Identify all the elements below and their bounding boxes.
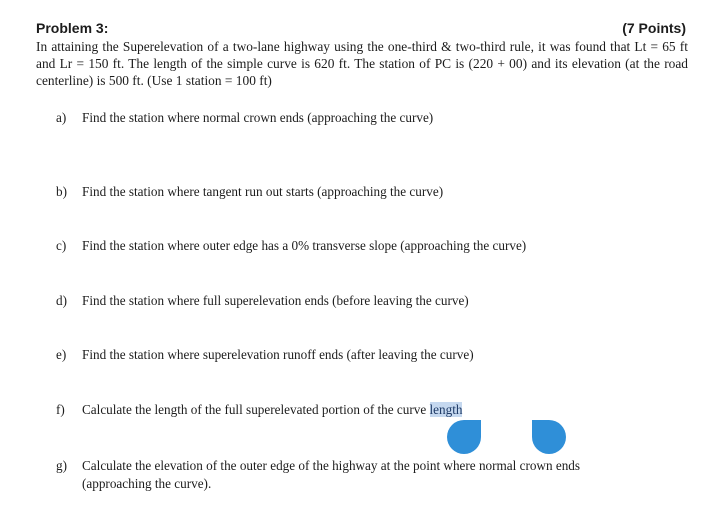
selected-text[interactable]: length	[429, 402, 463, 417]
question-text: Find the station where normal crown ends (approaching the curve)	[82, 110, 434, 125]
question-text-continued: (approaching the curve).	[82, 476, 212, 491]
question-label: e)	[56, 347, 67, 362]
question-text: Find the station where superelevation runoff ends (after leaving the curve)	[82, 347, 474, 362]
statement-line: that Lt = 65 ft and Lr = 150 ft. The length of the simple curve is 620 ft. The station of PC is (220 + 00)	[36, 39, 688, 71]
question-a	[56, 109, 686, 127]
question-label: c)	[56, 238, 67, 253]
question-e	[56, 346, 686, 364]
question-c	[56, 237, 686, 255]
question-label: g)	[56, 458, 67, 473]
selection-end-handle[interactable]	[532, 420, 566, 454]
question-text: Calculate the elevation of the outer edge of the highway at the point where normal crown ends	[82, 458, 581, 473]
problem-title: Problem 3:	[36, 20, 109, 36]
problem-points: (7 Points)	[622, 20, 686, 36]
question-label: d)	[56, 293, 67, 308]
question-f	[56, 401, 686, 419]
question-text: Calculate the length of the full superelevated portion of the curve	[82, 402, 427, 417]
selection-start-handle[interactable]	[447, 420, 481, 454]
problem-header	[36, 20, 686, 36]
question-text: Find the station where outer edge has a 0% transverse slope (approaching the curve)	[82, 238, 527, 253]
question-text-block	[82, 457, 686, 493]
question-d	[56, 292, 686, 310]
question-g	[56, 457, 686, 493]
question-text: Find the station where tangent run out starts (approaching the curve)	[82, 184, 444, 199]
statement-line: In attaining the Superelevation of a two-lane highway using the one-third & two-third rule, it was found	[36, 39, 606, 54]
statement-line: and its elevation (at the road centerline) is 500 ft. (Use 1 station = 100 ft)	[36, 56, 688, 88]
question-label: f)	[56, 402, 65, 417]
problem-statement	[36, 38, 688, 89]
question-text: Find the station where full superelevation ends (before leaving the curve)	[82, 293, 469, 308]
question-text-wrapper	[82, 401, 686, 419]
question-label: b)	[56, 184, 67, 199]
question-label: a)	[56, 110, 67, 125]
question-b	[56, 183, 686, 201]
